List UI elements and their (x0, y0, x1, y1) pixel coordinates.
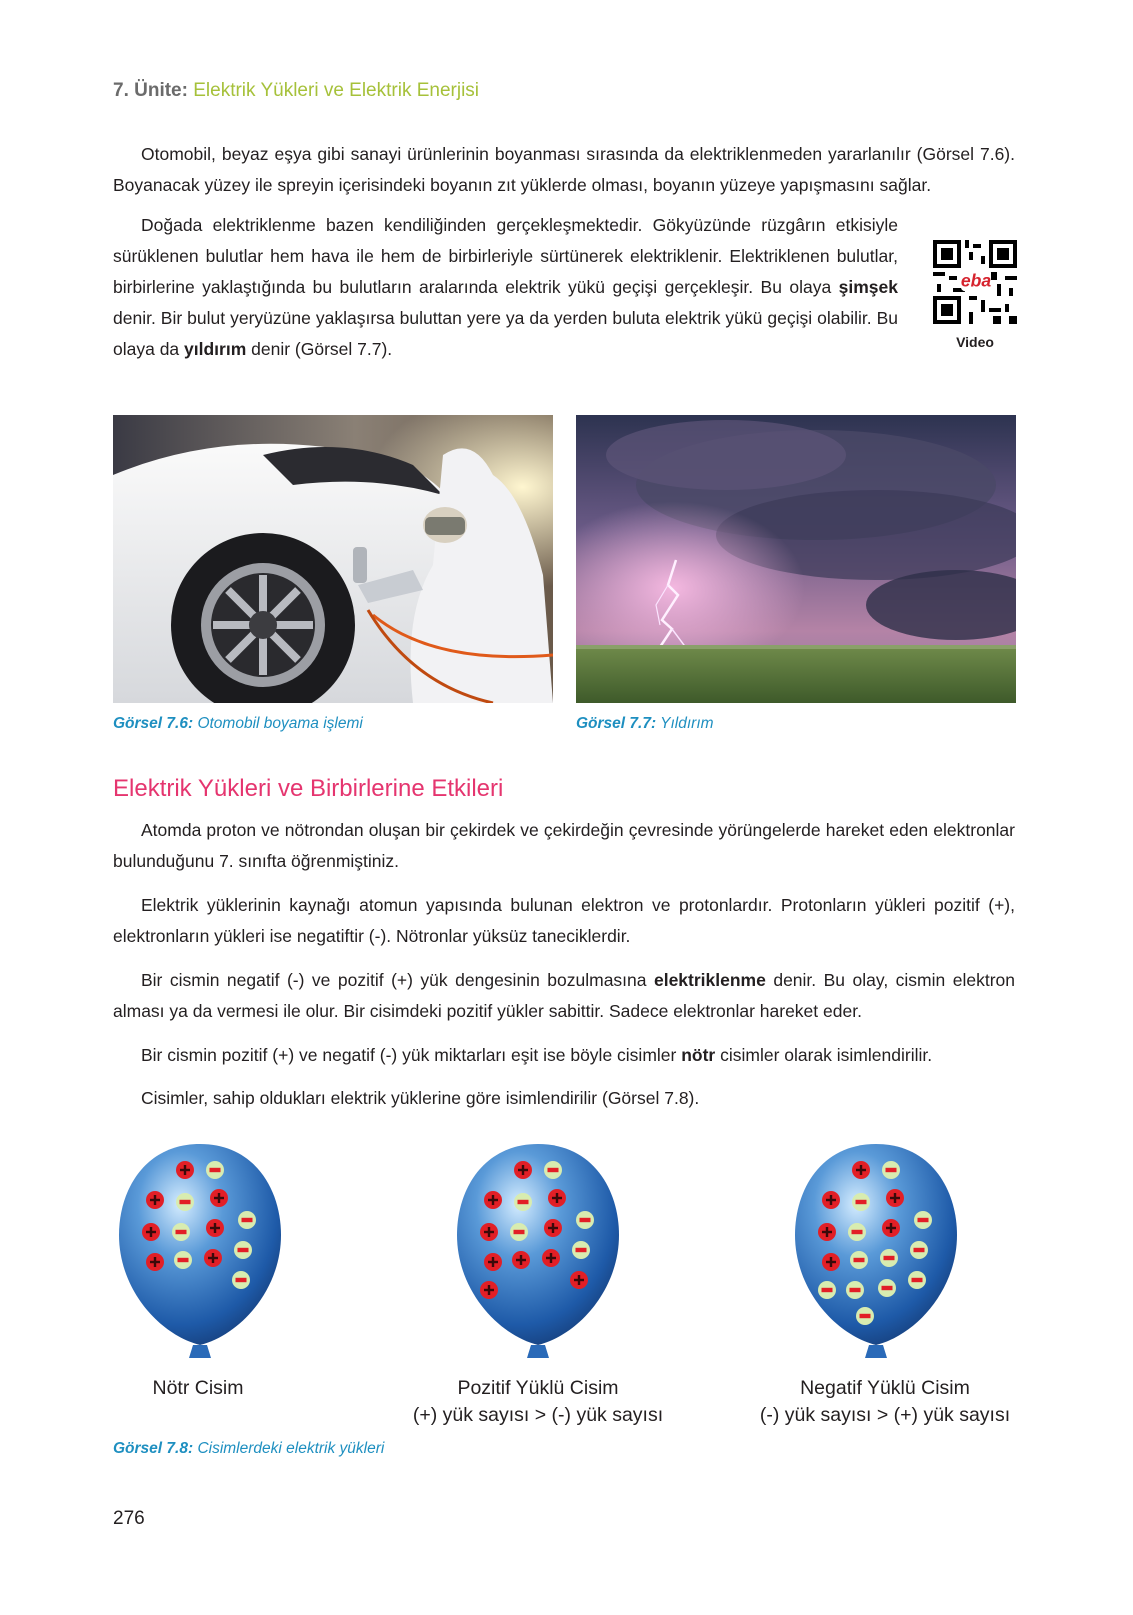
negative-charge-icon (174, 1251, 192, 1269)
negative-charge-icon (572, 1241, 590, 1259)
positive-charge-icon (484, 1253, 502, 1271)
figure-7-7-caption: Görsel 7.7: Yıldırım (576, 715, 714, 732)
section-paragraph-2: Elektrik yüklerinin kaynağı atomun yapısında bulunan elektron ve protonlardır. Protonların yükleri pozitif (+), elektronların yükleri ise negatiftir (-). Nötronlar yüksüz taneciklerdir. (113, 895, 1015, 946)
negative-charge-icon (576, 1211, 594, 1229)
positive-charge-icon (480, 1281, 498, 1299)
positive-charge-icon (822, 1253, 840, 1271)
intro-paragraph-2: Doğada elektriklenme bazen kendiliğinden gerçekleşmektedir. Gökyüzünde rüzgârın etkisiyle sürüklenen bulutlar hem hava ile hem de birbirleriyle sürtünerek elektriklenir. Elektriklenen bulutlar, birbirlerine yaklaştığında bu bulutların aralarında elektrik yükü geçişi gerçekleşir. Bu olaya şimşek denir. Bir bulut yeryüzüne yaklaşırsa buluttan yere ya da yerden buluta elektrik yükü geçişi olabilir. Bu olaya da yıldırım denir (Görsel 7.7). (113, 215, 898, 359)
negative-charge-icon (908, 1271, 926, 1289)
negative-charge-icon (818, 1281, 836, 1299)
unit-name: Elektrik Yükleri ve Elektrik Enerjisi (193, 80, 480, 101)
negative-charge-icon (914, 1211, 932, 1229)
car-painting-photo (113, 415, 553, 703)
neutral-balloon (115, 1140, 285, 1365)
intro-paragraph-1: Otomobil, beyaz eşya gibi sanayi ürünlerinin boyanması sırasında da elektriklenmeden yararlanılır (Görsel 7.6). Boyanacak yüzey ile spreyin içerisindeki boyanın zıt yüklerde olması, boyanın yüzeye yapışmasını sağlar. (113, 144, 1015, 195)
negative-charge-icon (172, 1223, 190, 1241)
unit-header (113, 80, 479, 102)
balloon-knot (189, 1345, 211, 1358)
positive-charge-icon (542, 1249, 560, 1267)
unit-number: 7. Ünite: (113, 80, 188, 101)
negative-balloon-label: Negatif Yüklü Cisim (-) yük sayısı > (+) yük sayısı (759, 1377, 1011, 1426)
positive-charge-icon (886, 1189, 904, 1207)
balloon-body (119, 1144, 281, 1345)
positive-charge-icon (210, 1189, 228, 1207)
negative-charge-icon (848, 1223, 866, 1241)
negative-charge-icon (910, 1241, 928, 1259)
balloon-knot (865, 1345, 887, 1358)
negative-charge-icon (880, 1249, 898, 1267)
balloon-body (457, 1144, 619, 1345)
negative-charge-icon (544, 1161, 562, 1179)
positive-charge-icon (548, 1189, 566, 1207)
negative-charge-icon (232, 1271, 250, 1289)
eba-logo: eba (960, 270, 992, 291)
section-paragraph-1: Atomda proton ve nötrondan oluşan bir çekirdek ve çekirdeğin çevresinde yörüngelerde hareket eden elektronlar bulunduğunu 7. sınıfta öğrenmiştiniz. (113, 820, 1015, 871)
positive-charge-icon (514, 1161, 532, 1179)
negative-charge-icon (176, 1193, 194, 1211)
neutral-balloon-label: Nötr Cisim (152, 1377, 244, 1399)
positive-charge-icon (818, 1223, 836, 1241)
page-number: 276 (113, 1508, 145, 1529)
positive-balloon-label: Pozitif Yüklü Cisim (+) yük sayısı > (-) yük sayısı (412, 1377, 664, 1426)
balloon-body (795, 1144, 957, 1345)
section-title: Elektrik Yükleri ve Birbirlerine Etkileri (113, 775, 504, 802)
qr-code-icon[interactable] (933, 240, 1017, 324)
negative-charge-icon (846, 1281, 864, 1299)
negative-charge-icon (852, 1193, 870, 1211)
negative-charge-icon (514, 1193, 532, 1211)
figure-7-6-caption: Görsel 7.6: Otomobil boyama işlemi (113, 715, 363, 732)
positive-balloon (453, 1140, 623, 1365)
negative-charge-icon (850, 1251, 868, 1269)
positive-charge-icon (142, 1223, 160, 1241)
positive-charge-icon (852, 1161, 870, 1179)
negative-charge-icon (878, 1279, 896, 1297)
positive-charge-icon (822, 1191, 840, 1209)
negative-charge-icon (238, 1211, 256, 1229)
positive-charge-icon (570, 1271, 588, 1289)
negative-charge-icon (234, 1241, 252, 1259)
section-paragraph-3: Bir cismin negatif (-) ve pozitif (+) yük dengesinin bozulmasına elektriklenme denir. Bu olay, cismin elektron alması ya da vermesi ile olur. Bir cisimdeki pozitif yükler sabittir. Sadece elektronlar hareket eder. (113, 970, 1015, 1021)
negative-charge-icon (882, 1161, 900, 1179)
positive-charge-icon (206, 1219, 224, 1237)
positive-charge-icon (512, 1251, 530, 1269)
positive-charge-icon (176, 1161, 194, 1179)
section-paragraph-5: Cisimler, sahip oldukları elektrik yüklerine göre isimlendirilir (Görsel 7.8). (141, 1088, 700, 1108)
figure-7-8-caption: Görsel 7.8: Cisimlerdeki elektrik yükleri (113, 1440, 385, 1457)
positive-charge-icon (544, 1219, 562, 1237)
negative-charge-icon (856, 1307, 874, 1325)
positive-charge-icon (480, 1223, 498, 1241)
positive-charge-icon (484, 1191, 502, 1209)
positive-charge-icon (146, 1253, 164, 1271)
section-paragraph-4: Bir cismin pozitif (+) ve negatif (-) yük miktarları eşit ise böyle cisimler nötr cisimler olarak isimlendirilir. (141, 1045, 933, 1065)
qr-video-label: Video (956, 334, 994, 350)
negative-charge-icon (510, 1223, 528, 1241)
positive-charge-icon (146, 1191, 164, 1209)
balloon-knot (527, 1345, 549, 1358)
lightning-photo (576, 415, 1016, 703)
positive-charge-icon (882, 1219, 900, 1237)
negative-balloon (791, 1140, 961, 1365)
positive-charge-icon (204, 1249, 222, 1267)
negative-charge-icon (206, 1161, 224, 1179)
